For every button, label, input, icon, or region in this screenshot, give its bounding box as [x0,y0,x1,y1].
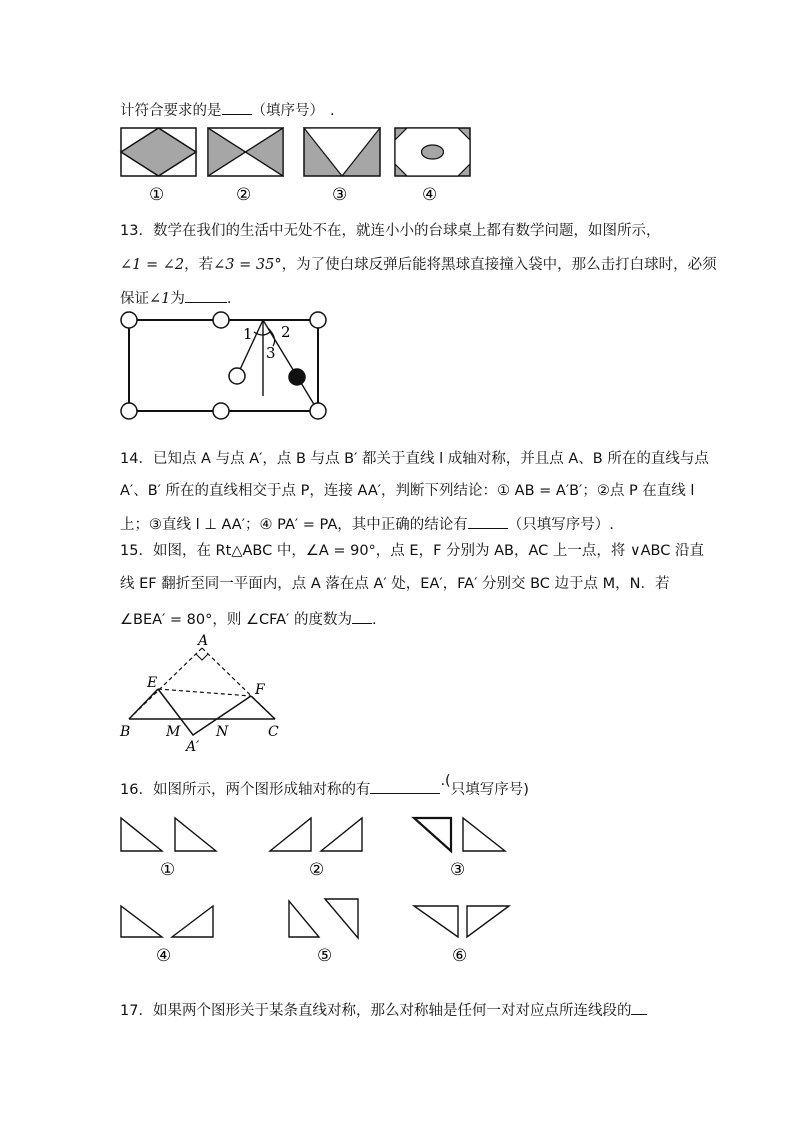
point-label-n: N [216,724,229,740]
q16-figure-4 [121,906,213,937]
q17-line-1: 17．如果两个图形关于某条直线对称，那么对称轴是任何一对对应点所连线段的 [120,999,647,1021]
point-label-m: M [166,724,181,740]
point-label-f: F [255,682,265,698]
q12-label-4: ④ [422,185,438,205]
q12-text: 计符合要求的是 （填序号） . [120,99,335,121]
q14-line-2: A′、B′ 所在的直线相交于点 P，连接 AA′，判断下列结论：① AB = A′B′；②点 P 在直线 l [120,483,695,499]
point-label-c: C [268,724,279,740]
q12-label-1: ① [149,185,165,205]
angle-label-2: 2 [281,323,291,341]
q16-line-1: 16．如图所示，两个图形成轴对称的有.(只填写序号) [120,773,529,798]
q16-label-5: ⑤ [317,946,333,966]
angle-label-1: 1 [243,325,253,343]
angle-label-3: 3 [266,344,276,362]
q16-label-3: ③ [450,860,466,880]
q16-label-6: ⑥ [452,946,468,966]
q16-figure-1 [121,818,216,851]
q15-line-1: 15．如图，在 Rt△ABC 中，∠A = 90°，点 E，F 分别为 AB，AC 上一点，将 ∨ABC 沿直 [120,543,704,559]
q14-line-3: 上；③直线 l ⊥ AA′；④ PA′ = PA，其中正确的结论有 （只填写序号）. [120,513,614,535]
q13-line-3: 保证∠1为 . [120,287,231,309]
q13-line-1: 13．数学在我们的生活中无处不在，就连小小的台球桌上都有数学问题，如图所示， [120,223,661,239]
q13-line-2: ∠1 = ∠2，若∠3 = 35°，为了使白球反弹后能将黑球直接撞入袋中，那么击打白球时，必须 [120,257,717,273]
q16-label-4: ④ [156,946,172,966]
q16-figure-2 [270,818,362,851]
q16-figure-6 [414,906,509,937]
answer-blank [631,999,647,1015]
q12-label-3: ③ [332,185,348,205]
q15-line-3: ∠BEA′ = 80°，则 ∠CFA′ 的度数为 . [120,608,377,630]
point-label-b: B [120,724,131,740]
q14-line-1: 14．已知点 A 与点 A′，点 B 与点 B′ 都关于直线 l 成轴对称，并且点 A、B 所在的直线与点 [120,451,709,467]
q15-line-2: 线 EF 翻折至同一平面内，点 A 落在点 A′ 处，EA′，FA′ 分别交 BC 边于点 M，N．若 [120,576,670,592]
q16-label-2: ② [309,860,325,880]
point-label-a-prime: A′ [186,739,200,755]
point-label-e: E [147,675,158,691]
q16-label-1: ① [160,860,176,880]
q16-figure-3 [414,818,505,851]
point-label-a: A [198,633,209,649]
q16-figure-5 [289,899,358,938]
q12-label-2: ② [236,185,252,205]
